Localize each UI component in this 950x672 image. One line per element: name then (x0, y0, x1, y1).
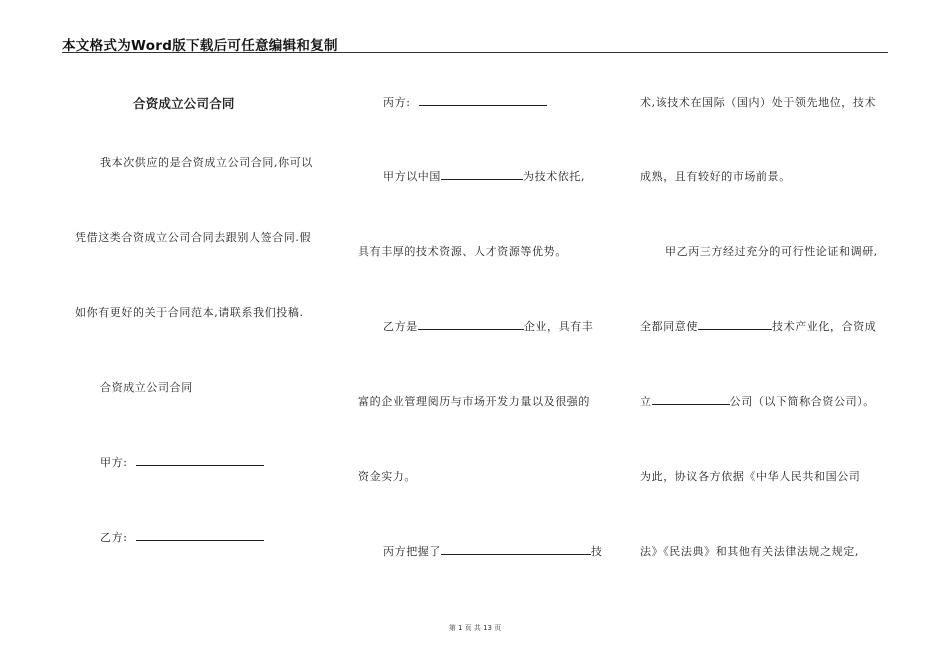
party-a-desc-line-1 (383, 168, 585, 184)
col3-line-1: 术,该技术在国际（国内）处于领先地位，技术 (640, 96, 877, 109)
party-a-line (100, 454, 264, 470)
col3-line-4-suffix: 技术产业化，合资成 (772, 320, 877, 333)
party-b-desc-line-2: 富的企业管理阅历与市场开发力量以及很强的 (358, 395, 590, 408)
col3-line-5-prefix: 立 (640, 395, 652, 408)
party-a-desc-blank (441, 169, 523, 180)
party-a-desc-suffix: 为技术依托, (523, 170, 586, 183)
contract-subtitle: 合资成立公司合同 (100, 381, 193, 394)
party-c-blank (419, 95, 547, 106)
document-title: 合资成立公司合同 (133, 96, 235, 111)
party-a-blank (136, 455, 264, 466)
party-c-desc-prefix: 丙方把握了 (383, 545, 441, 558)
header-text: 本文格式为Word版下载后可任意编辑和复制 (62, 38, 338, 54)
col3-line-5-suffix: 公司（以下简称合资公司）。 (729, 395, 875, 408)
col3-line-4 (640, 318, 876, 334)
party-b-blank (136, 530, 264, 541)
party-c-desc-suffix: 技 (591, 545, 603, 558)
col3-line-7: 法》《民法典》和其他有关法律法规之规定, (640, 545, 859, 558)
intro-line-2: 凭借这类合资成立公司合同去跟别人签合同.假 (75, 231, 312, 244)
company-name-blank (652, 394, 730, 405)
intro-line-1: 我本次供应的是合资成立公司合同,你可以 (100, 156, 313, 169)
party-b-desc-line-1 (383, 318, 593, 334)
technology-blank (698, 319, 772, 330)
party-c-label: 丙方: (383, 96, 411, 109)
intro-line-3: 如你有更好的关于合同范本,请联系我们投稿. (75, 306, 304, 319)
col3-line-2: 成熟，且有较好的市场前景。 (640, 170, 791, 183)
page-header (62, 30, 888, 53)
party-b-desc-blank (418, 319, 524, 330)
col3-line-4-prefix: 全都同意使 (640, 320, 698, 333)
col3-line-5 (640, 393, 875, 409)
party-b-desc-line-3: 资金实力。 (358, 470, 416, 483)
party-c-desc-blank (441, 544, 591, 555)
page-footer: 第 1 页 共 13 页 (448, 624, 502, 632)
party-a-label: 甲方: (100, 456, 128, 469)
col3-line-3: 甲乙丙三方经过充分的可行性论证和调研, (665, 245, 878, 258)
party-c-line (383, 94, 547, 110)
party-a-desc-line-2: 具有丰厚的技术资源、人才资源等优势。 (358, 245, 567, 258)
party-b-line (100, 529, 264, 545)
col3-line-6: 为此，协议各方依据《中华人民共和国公司 (640, 470, 861, 483)
party-b-desc-prefix: 乙方是 (383, 320, 418, 333)
party-c-desc-line-1 (383, 543, 603, 559)
party-b-desc-suffix: 企业，具有丰 (523, 320, 594, 333)
party-a-desc-prefix: 甲方以中国 (383, 170, 441, 183)
party-b-label: 乙方: (100, 531, 128, 544)
